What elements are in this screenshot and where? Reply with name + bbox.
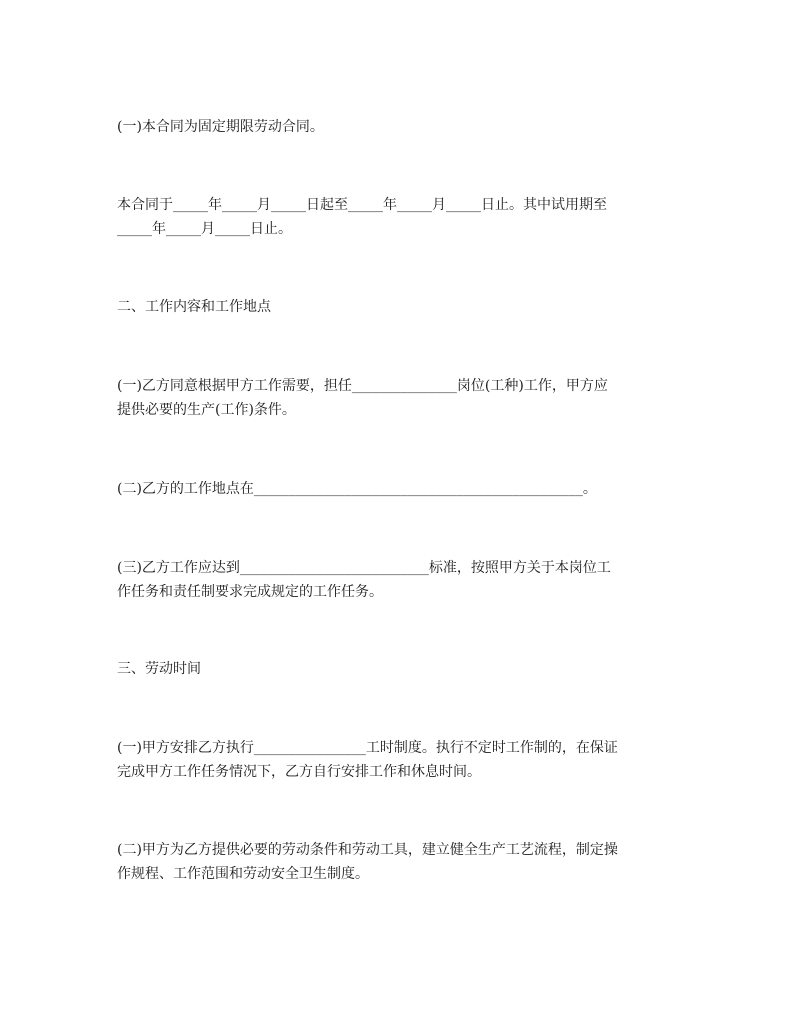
clause-labor-conditions: [117, 838, 683, 886]
clause-work-standard: [117, 556, 683, 604]
clause-fixed-term-contract: [117, 115, 683, 139]
text-line: (一)乙方同意根据甲方工作需要，担任_______________岗位(工种)工作，甲方应: [117, 378, 608, 394]
text-line: (一)本合同为固定期限劳动合同。: [117, 119, 324, 135]
text-line: 完成甲方工作任务情况下，乙方自行安排工作和休息时间。: [117, 764, 481, 780]
clause-position: [117, 374, 683, 422]
text-line: (二)乙方的工作地点在_______________________________________________。: [117, 481, 597, 497]
clause-working-hours-system: [117, 736, 683, 784]
section-heading-work-content: [117, 295, 683, 319]
text-line: (一)甲方安排乙方执行________________工时制度。执行不定时工作制的，在保证: [117, 740, 618, 756]
clause-contract-period: [117, 193, 683, 241]
text-line: (二)甲方为乙方提供必要的劳动条件和劳动工具，建立健全生产工艺流程，制定操: [117, 842, 618, 858]
text-line: 本合同于_____年_____月_____日起至_____年_____月_____日止。其中试用期至: [117, 197, 607, 213]
section-heading-working-hours: [117, 657, 683, 681]
text-line: (三)乙方工作应达到___________________________标准，按照甲方关于本岗位工: [117, 560, 611, 576]
clause-work-location: [117, 477, 683, 501]
text-line: 提供必要的生产(工作)条件。: [117, 402, 296, 418]
text-line: 三、劳动时间: [117, 661, 201, 677]
text-line: 作任务和责任制要求完成规定的工作任务。: [117, 584, 383, 600]
text-line: _____年_____月_____日止。: [117, 221, 292, 237]
text-line: 二、工作内容和工作地点: [117, 299, 271, 315]
text-line: 作规程、工作范围和劳动安全卫生制度。: [117, 866, 369, 882]
